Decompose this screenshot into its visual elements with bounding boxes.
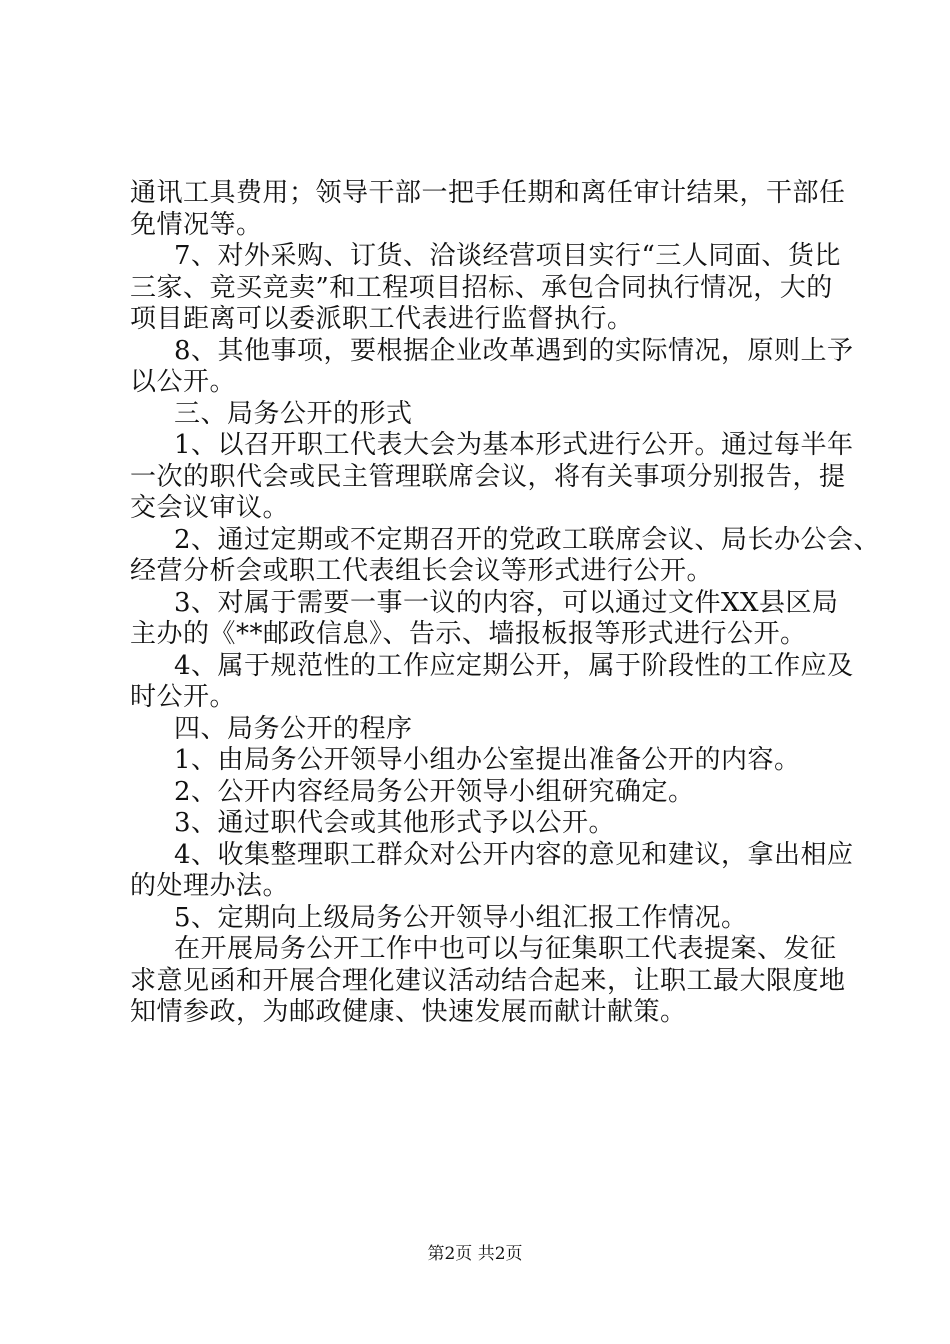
- paragraph-line: 1、由局务公开领导小组办公室提出准备公开的内容。: [174, 745, 801, 775]
- document-body: [130, 178, 881, 1029]
- paragraph: [130, 524, 881, 588]
- paragraph-line: 3、对属于需要一事一议的内容，可以通过文件XX县区局: [174, 587, 839, 618]
- paragraph-line: 知情参政，为邮政健康、快速发展而献计献策。: [130, 997, 687, 1027]
- paragraph-line: 以公开。: [130, 367, 237, 397]
- paragraph-line: 3、通过职代会或其他形式予以公开。: [174, 808, 616, 838]
- paragraph-line: 时公开。: [130, 682, 237, 712]
- paragraph-line: 经营分析会或职工代表组长会议等形式进行公开。: [130, 556, 714, 586]
- paragraph-line: 主办的《**邮政信息》、告示、墙报板报等形式进行公开。: [130, 619, 807, 649]
- paragraph: [130, 399, 830, 431]
- paragraph-line: 三、局务公开的形式: [174, 398, 413, 429]
- paragraph-line: 在开展局务公开工作中也可以与征集职工代表提案、发征: [174, 934, 837, 964]
- paragraph-line: 4、收集整理职工群众对公开内容的意见和建议，拿出相应: [174, 839, 854, 870]
- paragraph-line: 的处理办法。: [130, 871, 290, 901]
- paragraph: [130, 587, 839, 651]
- paragraph-line: 四、局务公开的程序: [174, 713, 413, 744]
- paragraph: [130, 808, 830, 840]
- paragraph: [130, 650, 854, 714]
- paragraph: [130, 714, 830, 746]
- paragraph: [130, 241, 841, 336]
- paragraph-line: 三家、竞买竞卖”和工程项目招标、承包合同执行情况，大的: [130, 272, 833, 303]
- paragraph-line: 通讯工具费用；领导干部一把手任期和离任审计结果，干部任: [130, 178, 846, 208]
- paragraph: [130, 903, 830, 935]
- paragraph-line: 7、对外采购、订货、洽谈经营项目实行“三人同面、货比: [174, 241, 841, 271]
- paragraph-line: 8、其他事项，要根据企业改革遇到的实际情况，原则上予: [174, 335, 854, 366]
- paragraph: [130, 335, 854, 399]
- paragraph-line: 一次的职代会或民主管理联席会议，将有关事项分别报告，提: [130, 461, 846, 492]
- paragraph: [130, 934, 846, 1029]
- paragraph-line: 交会议审议。: [130, 493, 290, 523]
- paragraph-line: 5、定期向上级局务公开领导小组汇报工作情况。: [174, 902, 748, 933]
- paragraph: [130, 839, 854, 903]
- page-footer: 第2页 共2页: [427, 1244, 523, 1264]
- paragraph: [130, 178, 846, 241]
- paragraph: [130, 430, 854, 525]
- paragraph: [130, 777, 830, 809]
- paragraph-line: 项目距离可以委派职工代表进行监督执行。: [130, 304, 634, 334]
- paragraph-line: 2、公开内容经局务公开领导小组研究确定。: [174, 776, 695, 807]
- paragraph-line: 1、以召开职工代表大会为基本形式进行公开。通过每半年: [174, 430, 854, 460]
- paragraph: [130, 745, 830, 777]
- paragraph-line: 免情况等。: [130, 209, 263, 240]
- paragraph-line: 求意见函和开展合理化建议活动结合起来，让职工最大限度地: [130, 965, 846, 996]
- paragraph-line: 2、通过定期或不定期召开的党政工联席会议、局长办公会、: [174, 524, 881, 555]
- paragraph-line: 4、属于规范性的工作应定期公开，属于阶段性的工作应及: [174, 650, 854, 681]
